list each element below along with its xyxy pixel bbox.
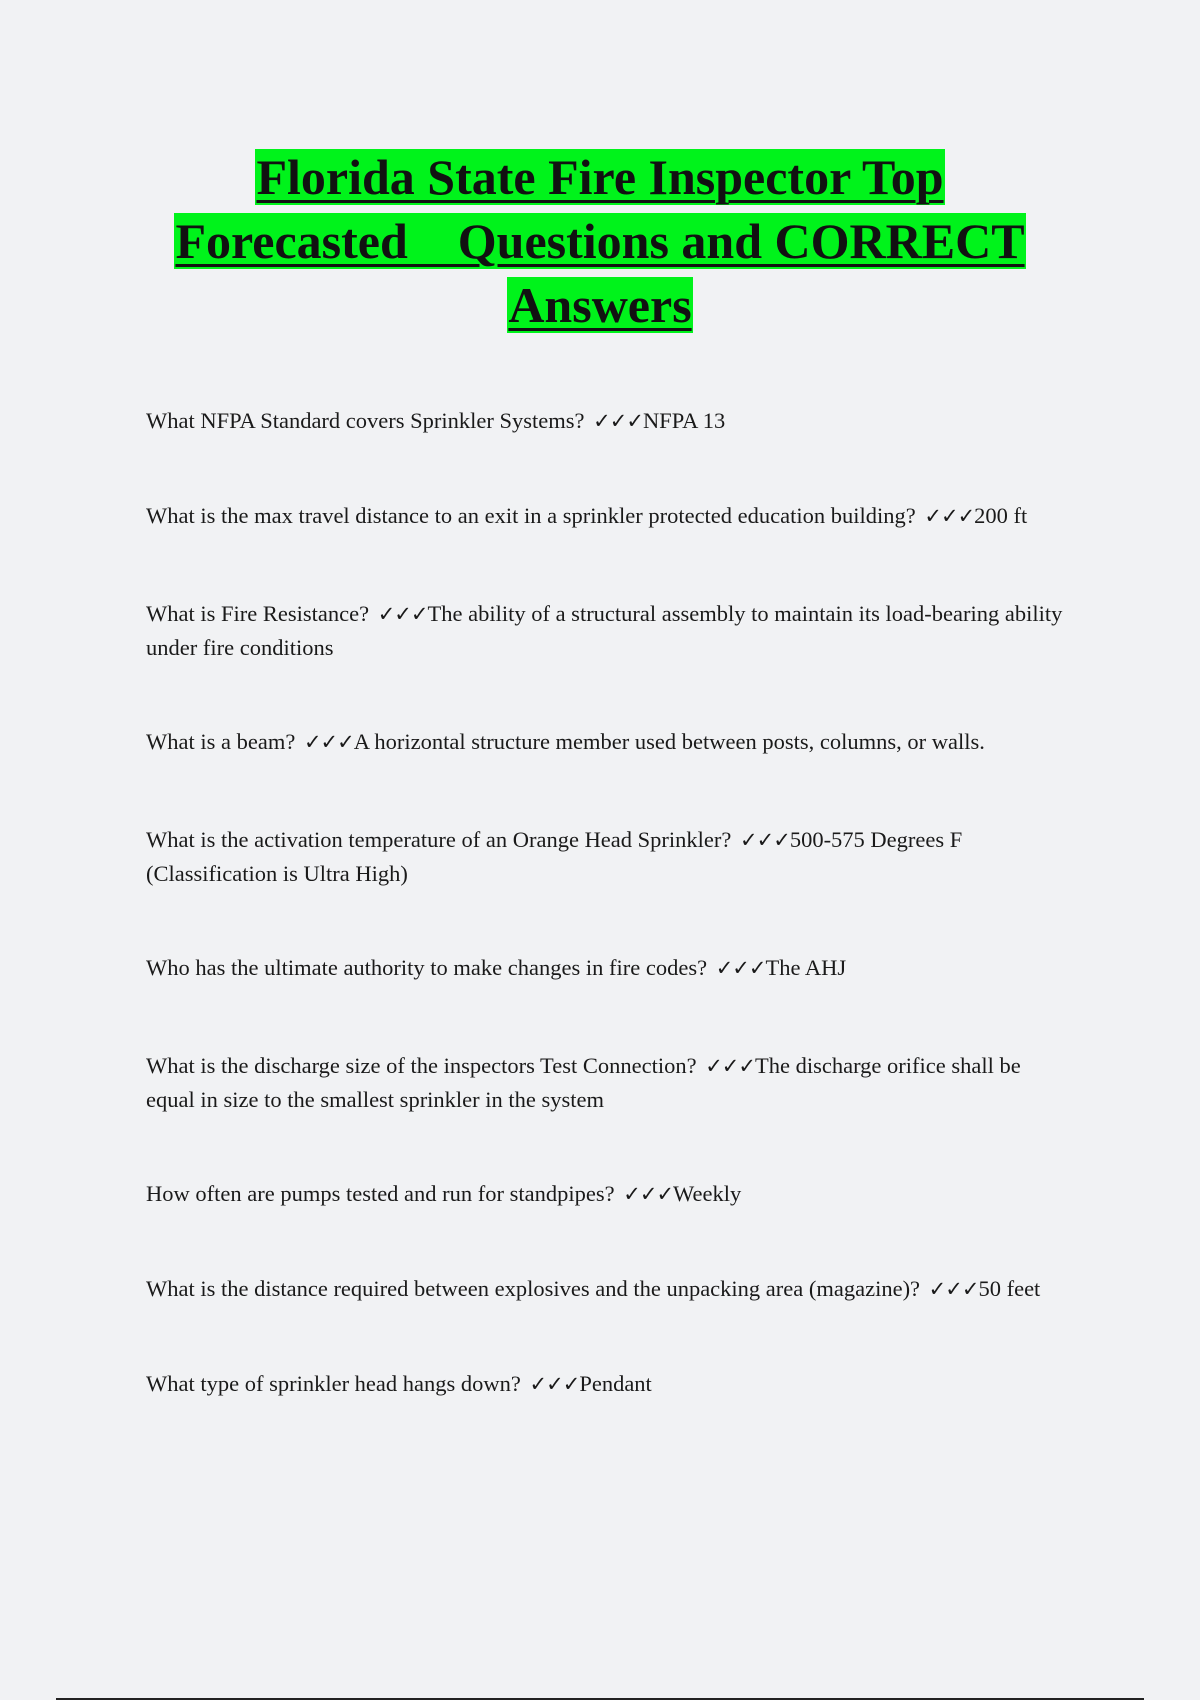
question-text: What is the discharge size of the inspectors Test Connection?: [146, 1053, 697, 1078]
checkmark-icon: ✓✓✓: [377, 602, 428, 626]
answer-text: 500-575 Degrees F (Classification is Ultra High): [146, 827, 963, 886]
qa-item: [146, 725, 1066, 759]
checkmark-icon: ✓✓✓: [303, 730, 354, 754]
qa-item: [146, 404, 1066, 438]
answer-text: Pendant: [579, 1371, 652, 1396]
qa-item: [146, 1272, 1066, 1306]
qa-item: [146, 1049, 1066, 1116]
title-line: Answers: [508, 277, 692, 333]
qa-item: [146, 1177, 1066, 1211]
checkmark-icon: ✓✓✓: [928, 1277, 979, 1301]
qa-item: [146, 951, 1066, 985]
document-title: [100, 145, 1100, 337]
qa-item: [146, 1367, 1066, 1401]
question-text: What is Fire Resistance?: [146, 601, 370, 626]
checkmark-icon: ✓✓✓: [529, 1372, 580, 1396]
answer-text: 200 ft: [974, 503, 1028, 528]
answer-text: The ability of a structural assembly to maintain its load-bearing ability under fire conditions: [146, 601, 1063, 660]
checkmark-icon: ✓✓✓: [623, 1182, 674, 1206]
checkmark-icon: ✓✓✓: [705, 1054, 755, 1078]
question-text: What is the activation temperature of an Orange Head Sprinkler?: [146, 827, 732, 852]
question-text: How often are pumps tested and run for standpipes?: [146, 1181, 615, 1206]
answer-text: A horizontal structure member used between posts, columns, or walls.: [353, 729, 985, 754]
qa-list: [146, 404, 1066, 1401]
question-text: What is a beam?: [146, 729, 296, 754]
qa-item: [146, 823, 1066, 890]
question-text: What type of sprinkler head hangs down?: [146, 1371, 521, 1396]
question-text: What NFPA Standard covers Sprinkler Systems?: [146, 408, 585, 433]
answer-text: Weekly: [673, 1181, 742, 1206]
answer-text: NFPA 13: [642, 408, 726, 433]
question-text: Who has the ultimate authority to make changes in fire codes?: [146, 955, 708, 980]
qa-item: [146, 597, 1066, 664]
checkmark-icon: ✓✓✓: [715, 956, 766, 980]
qa-item: [146, 499, 1066, 533]
question-text: What is the max travel distance to an exit in a sprinkler protected education building?: [146, 503, 916, 528]
checkmark-icon: ✓✓✓: [593, 409, 643, 433]
question-text: What is the distance required between explosives and the unpacking area (magazine)?: [146, 1276, 921, 1301]
answer-text: 50 feet: [978, 1276, 1041, 1301]
checkmark-icon: ✓✓✓: [740, 828, 790, 852]
checkmark-icon: ✓✓✓: [924, 504, 975, 528]
title-line: Forecasted Questions and CORRECT: [175, 213, 1025, 269]
answer-text: The AHJ: [765, 955, 847, 980]
answer-text: The discharge orifice shall be equal in size to the smallest sprinkler in the system: [146, 1053, 1021, 1112]
title-line: Florida State Fire Inspector Top: [256, 149, 944, 205]
